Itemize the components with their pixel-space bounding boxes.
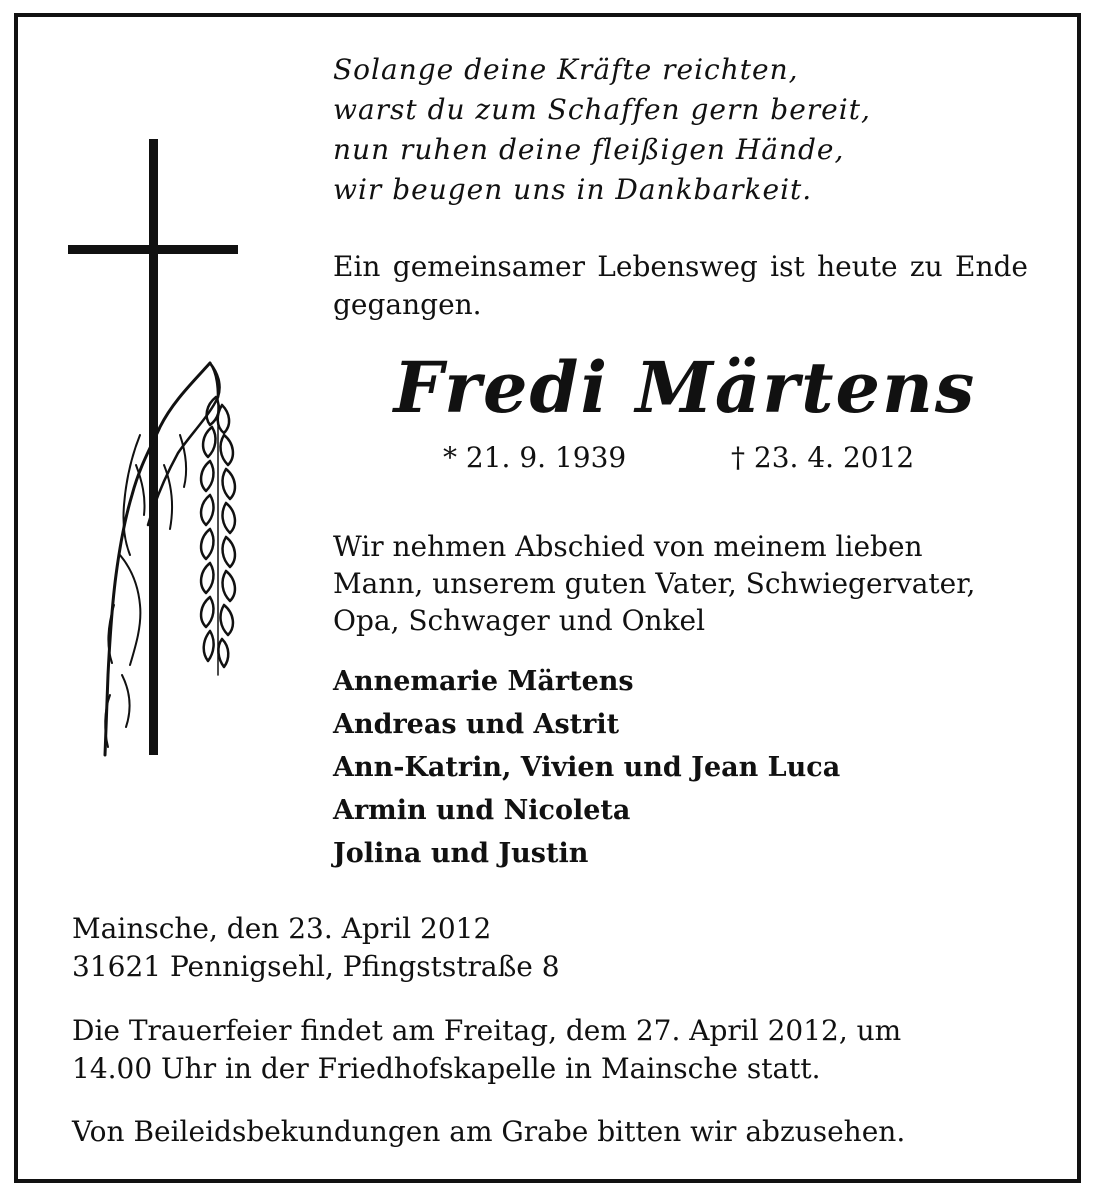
condolences-note: Von Beileidsbekundungen am Grabe bitten wir abzusehen. bbox=[72, 1115, 906, 1148]
farewell-line: Mann, unserem guten Vater, Schwiegervater, bbox=[333, 567, 976, 600]
family-member: Ann-Katrin, Vivien und Jean Luca bbox=[333, 752, 841, 783]
farewell-line: Wir nehmen Abschied von meinem lieben bbox=[333, 530, 923, 563]
death-date: † 23. 4. 2012 bbox=[731, 441, 915, 474]
family-list bbox=[333, 660, 1028, 875]
family-member: Andreas und Astrit bbox=[333, 709, 620, 740]
birth-date: * 21. 9. 1939 bbox=[443, 441, 627, 474]
family-member: Armin und Nicoleta bbox=[333, 795, 631, 826]
poem-line: nun ruhen deine fleißigen Hände, bbox=[333, 133, 845, 166]
cross-horizontal-bar bbox=[68, 245, 238, 254]
intro-text: Ein gemeinsamer Lebensweg ist heute zu Ende gegangen. bbox=[333, 250, 1028, 321]
family-member: Jolina und Justin bbox=[333, 838, 589, 869]
family-member: Annemarie Märtens bbox=[333, 666, 634, 697]
farewell-line: Opa, Schwager und Onkel bbox=[333, 604, 706, 637]
place-and-address bbox=[72, 910, 560, 986]
poem-line: Solange deine Kräfte reichten, bbox=[333, 53, 799, 86]
memorial-poem bbox=[333, 50, 1033, 210]
address: 31621 Pennigsehl, Pfingststraße 8 bbox=[72, 950, 560, 983]
funeral-service-info bbox=[72, 1012, 1028, 1088]
farewell-text bbox=[333, 528, 1028, 639]
place-date: Mainsche, den 23. April 2012 bbox=[72, 912, 492, 945]
service-line: Die Trauerfeier findet am Freitag, dem 27. April 2012, um bbox=[72, 1014, 902, 1047]
deceased-name: Fredi Märtens bbox=[393, 346, 977, 429]
service-line: 14.00 Uhr in der Friedhofskapelle in Mainsche statt. bbox=[72, 1052, 821, 1085]
poem-line: warst du zum Schaffen gern bereit, bbox=[333, 93, 871, 126]
poem-line: wir beugen uns in Dankbarkeit. bbox=[333, 173, 813, 206]
cross-with-wheat-icon bbox=[60, 135, 260, 760]
